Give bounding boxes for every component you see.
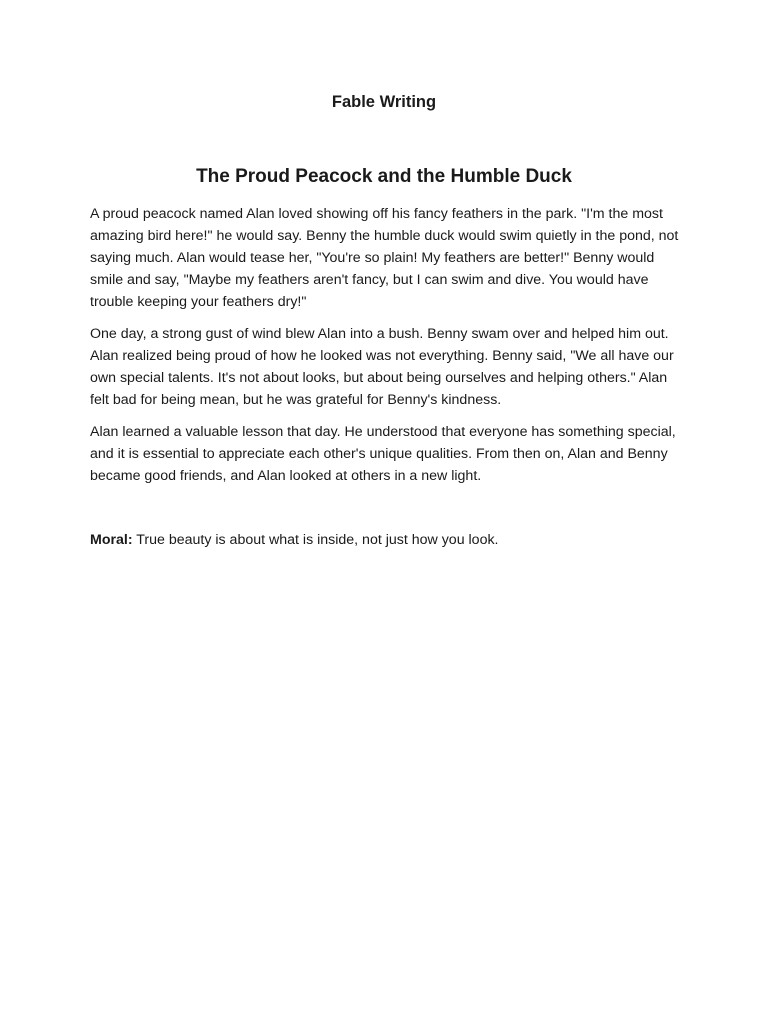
moral-text: True beauty is about what is inside, not just how you look.: [132, 532, 499, 548]
moral-label: Moral:: [90, 532, 133, 548]
story-body: [90, 203, 682, 497]
paragraph-3: Alan learned a valuable lesson that day. He understood that everyone has something special, and it is essential to appreciate each other's unique qualities. From then on, Alan and Benny became good friends, and Alan looked at others in a new light.: [90, 424, 676, 484]
moral-line: [90, 529, 682, 551]
document-header: Fable Writing: [331, 93, 437, 111]
paragraph-1: A proud peacock named Alan loved showing off his fancy feathers in the park. "I'm the most amazing bird here!" he would say. Benny the humble duck would swim quietly in the pond, not saying much. Alan would tease her, "You're so plain! My feathers are better!" Benny would smile and say, "Maybe my feathers aren't fancy, but I can swim and dive. You would have trouble keeping your feathers dry!": [90, 206, 679, 310]
story-title: The Proud Peacock and the Humble Duck: [196, 166, 572, 187]
paragraph-2: One day, a strong gust of wind blew Alan into a bush. Benny swam over and helped him out. Alan realized being proud of how he looked was not everything. Benny said, "We all have our own special talents. It's not about looks, but about being ourselves and helping others." Alan felt bad for being mean, but he was grateful for Benny's kindness.: [90, 326, 674, 408]
